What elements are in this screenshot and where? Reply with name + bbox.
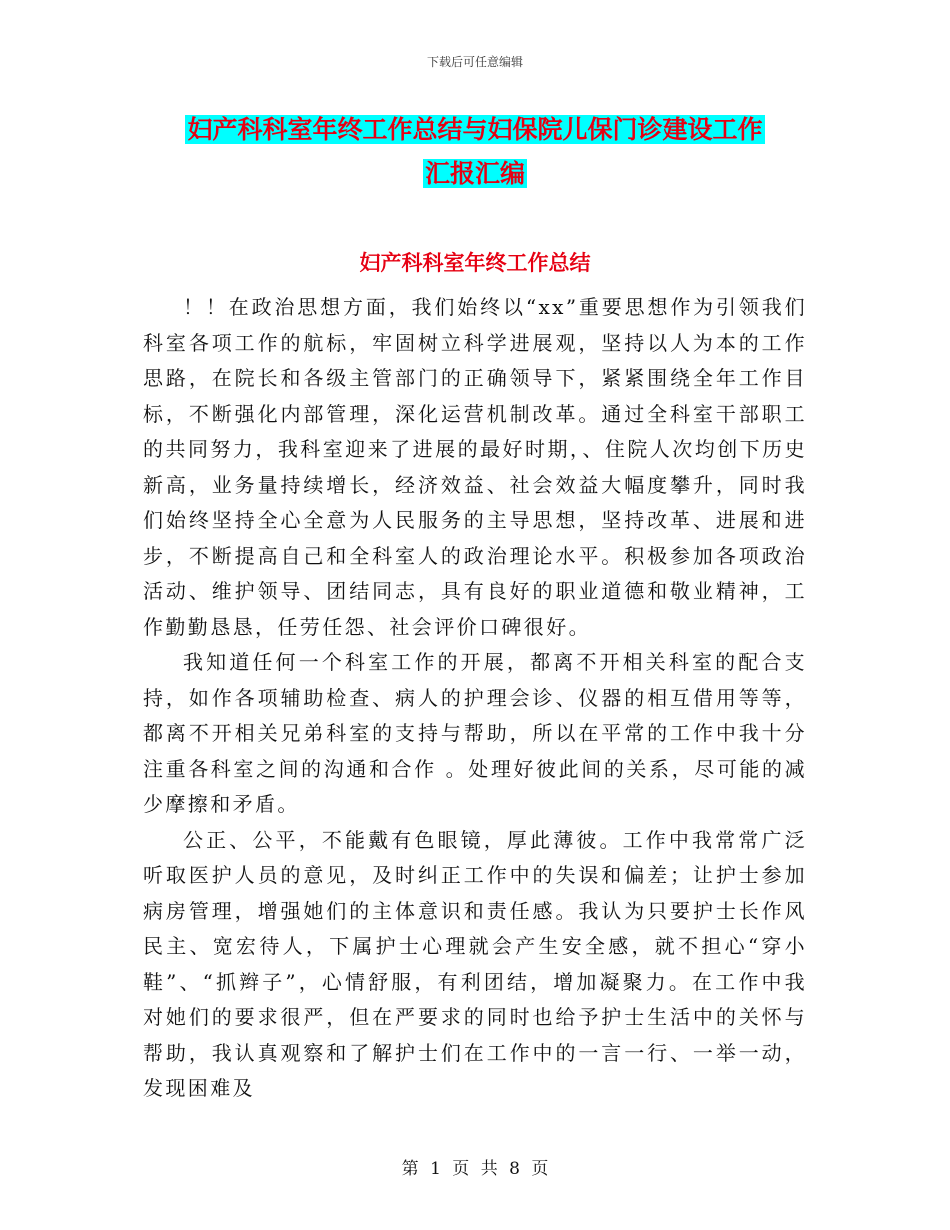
header-note: 下载后可任意编辑 [426, 55, 523, 69]
document-title-line-2: 汇报汇编 [424, 159, 525, 188]
paragraph-2: 我知道任何一个科室工作的开展，都离不开相关科室的配合支持，如作各项辅助检查、病人的护理会诊、仪器的相互借用等等，都离不开相关兄弟科室的支持与帮助，所以在平常的工作中我十分注重各科室之间的沟通和合作 。处理好彼此间的关系，尽可能的减少摩擦和矛盾。 [143, 650, 807, 816]
body-text [143, 290, 807, 1107]
section-title: 妇产科科室年终工作总结 [359, 251, 591, 275]
paragraph-3: 公正、公平，不能戴有色眼镜，厚此薄彼。工作中我常常广泛听取医护人员的意见，及时纠正工作中的失误和偏差；让护士参加病房管理，增强她们的主体意识和责任感。我认为只要护士长作风民主、宽宏待人，下属护士心理就会产生安全感，就不担心“穿小鞋”、“抓辫子”，心情舒服，有利团结，增加凝聚力。在工作中我对她们的要求很严，但在严要求的同时也给予护士生活中的关怀与帮助，我认真观察和了解护士们在工作中的一言一行、一举一动，发现困难及 [143, 827, 807, 1100]
document-title-line-1: 妇产科科室年终工作总结与妇保院儿保门诊建设工作 [187, 115, 763, 144]
document-title [0, 108, 950, 196]
page-indicator: 第 1 页 共 8 页 [401, 1159, 549, 1179]
paragraph-1: ！！在政治思想方面，我们始终以“xx”重要思想作为引领我们科室各项工作的航标，牢固树立科学进展观，坚持以人为本的工作思路，在院长和各级主管部门的正确领导下，紧紧围绕全年工作目标，不断强化内部管理，深化运营机制改革。通过全科室干部职工的共同努力，我科室迎来了进展的最好时期，、住院人次均创下历史新高，业务量持续增长，经济效益、社会效益大幅度攀升，同时我们始终坚持全心全意为人民服务的主导思想，坚持改革、进展和进步，不断提高自己和全科室人的政治理论水平。积极参加各项政治活动、维护领导、团结同志，具有良好的职业道德和敬业精神，工作勤勤恳恳，任劳任怨、社会评价口碑很好。 [143, 295, 807, 639]
